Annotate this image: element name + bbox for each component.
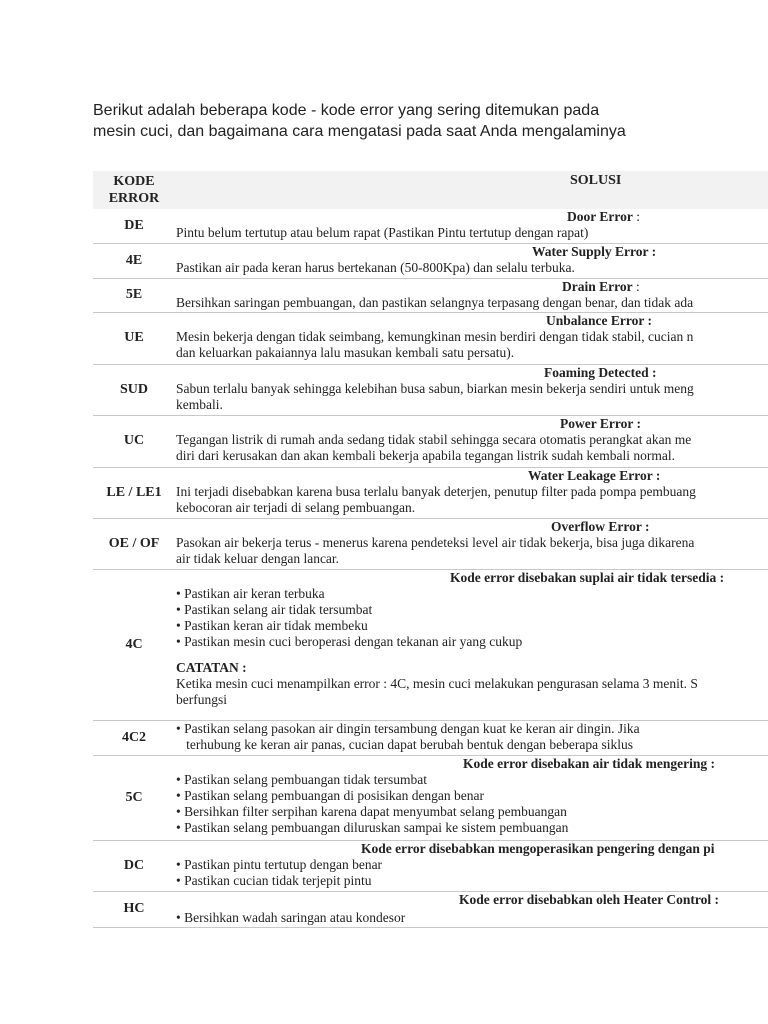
solution-cell xyxy=(175,364,768,415)
solution-line: Ini terjadi disebabkan karena busa terlalu banyak deterjen, penutup filter pada pompa pembuang xyxy=(176,483,696,499)
error-title-suffix: : xyxy=(648,243,657,259)
solution-bullet: • Pastikan mesin cuci beroperasi dengan tekanan air yang cukup xyxy=(176,633,523,649)
table-row xyxy=(93,840,768,891)
catatan-line: Ketika mesin cuci menampilkan error : 4C, mesin cuci melakukan pengurasan selama 3 menit. S xyxy=(176,675,698,691)
solution-line: terhubung ke keran air panas, cucian dapat berubah bentuk dengan beberapa siklus xyxy=(176,736,633,752)
error-code: 5E xyxy=(93,278,175,312)
intro-line-2: mesin cuci, dan bagaimana cara mengatasi pada saat Anda mengalaminya xyxy=(93,123,626,140)
error-title: Kode error disebakan suplai air tidak tersedia : xyxy=(450,569,725,585)
header-error-label: ERROR xyxy=(108,191,160,206)
error-title xyxy=(176,244,768,260)
header-kode-error xyxy=(93,171,175,209)
error-title-suffix: : xyxy=(632,209,640,224)
solution-line: Pasokan air bekerja terus - menerus karena pendeteksi level air tidak bekerja, bisa juga dikarena xyxy=(176,534,695,550)
solution-line: Pintu belum tertutup atau belum rapat (Pastikan Pintu tertutup dengan rapat) xyxy=(176,225,589,240)
solution-line: Tegangan listrik di rumah anda sedang tidak stabil sehingga secara otomatis perangkat akan me xyxy=(176,431,692,447)
header-solusi: SOLUSI xyxy=(175,171,768,209)
solution-bullet: • Pastikan selang air tidak tersumbat xyxy=(176,601,373,617)
header-kode-label: KODE xyxy=(113,174,155,189)
solution-bullet: • Bersihkan wadah saringan atau kondesor xyxy=(176,909,406,925)
solution-cell xyxy=(175,415,768,467)
error-title: Unbalance Error : xyxy=(546,312,652,328)
error-code-table xyxy=(93,171,768,928)
error-title-text: Drain Error xyxy=(562,278,633,294)
solution-cell xyxy=(175,891,768,927)
error-title: Kode error disebabkan oleh Heater Control : xyxy=(459,891,719,907)
solution-line: kembali. xyxy=(176,396,223,412)
solution-cell xyxy=(175,840,768,891)
error-code: 4E xyxy=(93,243,175,278)
table-row xyxy=(93,209,768,243)
table-row xyxy=(93,569,768,720)
error-code: DC xyxy=(93,840,175,891)
error-code-table-container xyxy=(93,171,768,931)
solution-cell xyxy=(175,720,768,755)
solution-cell xyxy=(175,569,768,720)
solution-line: Sabun terlalu banyak sehingga kelebihan busa sabun, biarkan mesin bekerja sendiri untuk meng xyxy=(176,380,694,396)
table-row xyxy=(93,312,768,364)
error-code: 4C xyxy=(93,569,175,720)
table-row xyxy=(93,467,768,518)
error-code: 4C2 xyxy=(93,720,175,755)
error-code: HC xyxy=(93,891,175,927)
error-title-suffix: : xyxy=(632,278,640,294)
solution-bullet: • Pastikan selang pembuangan di posisikan dengan benar xyxy=(176,787,485,803)
solution-bullet: • Pastikan selang pembuangan tidak tersumbat xyxy=(176,771,428,787)
solution-cell xyxy=(175,755,768,840)
solution-cell xyxy=(175,467,768,518)
error-title: Kode error disebakan air tidak mengering : xyxy=(463,755,716,771)
solution-cell xyxy=(175,312,768,364)
error-title: Power Error : xyxy=(560,415,641,431)
table-row xyxy=(93,278,768,312)
error-title: Kode error disebabkan mengoperasikan pengering dengan pi xyxy=(361,840,715,856)
intro-line-1: Berikut adalah beberapa kode - kode error yang sering ditemukan pada xyxy=(93,102,600,119)
solution-line: • Pastikan selang pasokan air dingin tersambung dengan kuat ke keran air dingin. Jika xyxy=(176,720,640,736)
error-code: OE / OF xyxy=(93,518,175,569)
table-row xyxy=(93,415,768,467)
error-code: LE / LE1 xyxy=(93,467,175,518)
solution-line: air tidak keluar dengan lancar. xyxy=(176,550,340,566)
table-row xyxy=(93,518,768,569)
error-title: Overflow Error : xyxy=(551,518,650,534)
catatan-heading: CATATAN : xyxy=(176,659,247,675)
solution-bullet: • Pastikan air keran terbuka xyxy=(176,585,325,601)
error-title-text: Water Supply Error xyxy=(532,243,649,259)
error-title: Foaming Detected : xyxy=(544,364,657,380)
solution-bullet: • Bersihkan filter serpihan karena dapat menyumbat selang pembuangan xyxy=(176,803,567,819)
table-row xyxy=(93,891,768,927)
table-header-row xyxy=(93,171,768,209)
error-title: Water Leakage Error : xyxy=(528,467,661,483)
solution-line: dan keluarkan pakaiannya lalu masukan kembali satu persatu). xyxy=(176,344,515,360)
table-row xyxy=(93,364,768,415)
table-row xyxy=(93,243,768,278)
solution-bullet: • Pastikan keran air tidak membeku xyxy=(176,617,368,633)
error-title xyxy=(176,279,768,295)
solution-cell xyxy=(175,243,768,278)
intro-text xyxy=(93,100,753,142)
error-code: 5C xyxy=(93,755,175,840)
solution-line: kebocoran air terjadi di selang pembuangan. xyxy=(176,499,416,515)
error-title-text: Door Error xyxy=(567,209,633,224)
table-row xyxy=(93,755,768,840)
solution-bullet: • Pastikan selang pembuangan diluruskan sampai ke sistem pembuangan xyxy=(176,819,569,835)
solution-line: Mesin bekerja dengan tidak seimbang, kemungkinan mesin berdiri dengan tidak stabil, cucian n xyxy=(176,328,694,344)
solution-cell xyxy=(175,209,768,243)
table-row xyxy=(93,720,768,755)
solution-cell xyxy=(175,518,768,569)
error-code: UE xyxy=(93,312,175,364)
solution-bullet: • Pastikan cucian tidak terjepit pintu xyxy=(176,872,372,888)
error-code: DE xyxy=(93,209,175,243)
solution-line: Pastikan air pada keran harus bertekanan (50-800Kpa) dan selalu terbuka. xyxy=(176,259,575,275)
solution-line: diri dari kerusakan dan akan kembali bekerja apabila tegangan listrik sudah kembali normal. xyxy=(176,447,675,463)
solution-line: Bersihkan saringan pembuangan, dan pastikan selangnya terpasang dengan benar, dan tidak ada xyxy=(176,294,694,310)
error-code: UC xyxy=(93,415,175,467)
error-code: SUD xyxy=(93,364,175,415)
solution-bullet: • Pastikan pintu tertutup dengan benar xyxy=(176,856,383,872)
error-title xyxy=(176,209,768,225)
catatan-line: berfungsi xyxy=(176,691,227,707)
solution-cell xyxy=(175,278,768,312)
